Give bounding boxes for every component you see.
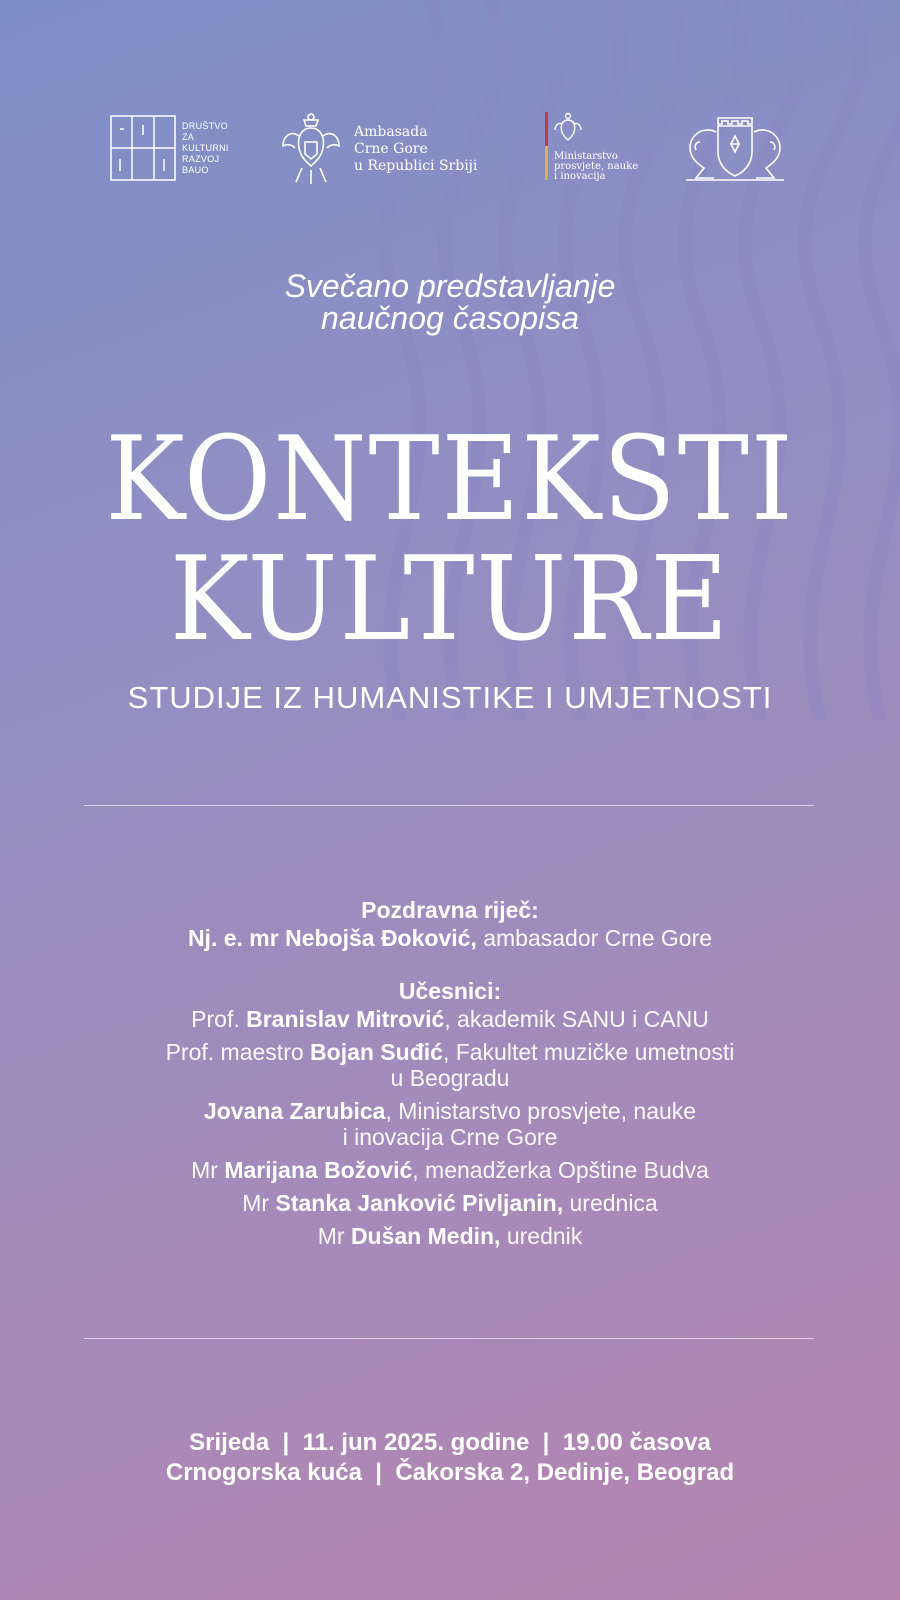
event-details bbox=[0, 1428, 900, 1488]
participant-name: Dušan Medin, bbox=[350, 1223, 501, 1249]
participant bbox=[0, 1157, 900, 1183]
bauo-line: BAUO bbox=[182, 164, 209, 175]
participant-name: Stanka Janković Pivljanin, bbox=[275, 1190, 564, 1216]
participant-name: Jovana Zarubica bbox=[203, 1098, 386, 1124]
participant-prefix: Mr bbox=[191, 1157, 225, 1183]
bauo-line: ZA bbox=[182, 131, 195, 142]
event-venue: Crnogorska kuća | Čakorska 2, Dedinje, Beograd bbox=[165, 1459, 735, 1486]
participant-prefix: Prof. bbox=[191, 1006, 247, 1032]
welcome-speaker bbox=[0, 925, 900, 951]
participant-affiliation: , Fakultet muzičke umetnosti bbox=[442, 1039, 735, 1065]
ministry-flag-stripe bbox=[545, 112, 548, 180]
ministry-line: prosvjete, nauke bbox=[554, 161, 639, 172]
montenegro-coat-of-arms-icon bbox=[280, 112, 342, 186]
participant-name: Bojan Suđić bbox=[310, 1039, 443, 1065]
journal-tagline: STUDIJE IZ HUMANISTIKE I UMJETNOSTI bbox=[127, 680, 773, 715]
event-intro-line: Svečano predstavljanje bbox=[284, 268, 616, 304]
participant bbox=[0, 1223, 900, 1249]
ministry-emblem-icon bbox=[554, 112, 582, 142]
welcome-speaker-role: ambasador Crne Gore bbox=[476, 925, 713, 951]
welcome-heading: Pozdravna riječ: bbox=[361, 897, 539, 923]
ministry-logo bbox=[545, 112, 638, 182]
participant bbox=[0, 1190, 900, 1216]
event-intro bbox=[0, 270, 900, 334]
participant bbox=[0, 1006, 900, 1032]
participants-heading: Učesnici: bbox=[398, 978, 502, 1004]
budva-coat-of-arms-icon bbox=[680, 112, 790, 184]
journal-title-line: KULTURE bbox=[169, 532, 731, 667]
participant-prefix: Mr bbox=[242, 1190, 276, 1216]
embassy-line: Crne Gore bbox=[354, 140, 428, 157]
participant-affiliation: urednica bbox=[563, 1190, 658, 1216]
budva-logo bbox=[680, 112, 790, 184]
participant-affiliation: urednik bbox=[500, 1223, 583, 1249]
bauo-line: DRUŠTVO bbox=[182, 120, 229, 131]
participant-affiliation-cont: i inovacija Crne Gore bbox=[342, 1124, 558, 1150]
logos-row bbox=[0, 110, 900, 190]
bauo-mark-icon bbox=[110, 115, 176, 181]
bauo-logo bbox=[110, 115, 229, 181]
journal-title-line: KONTEKSTI bbox=[105, 412, 795, 547]
participant-affiliation: , akademik SANU i CANU bbox=[444, 1006, 709, 1032]
participant-prefix: Mr bbox=[317, 1223, 351, 1249]
event-date-time: Srijeda | 11. jun 2025. godine | 19.00 časova bbox=[189, 1429, 711, 1456]
participant-affiliation: , menadžerka Opštine Budva bbox=[412, 1157, 709, 1183]
participant-prefix: Prof. maestro bbox=[165, 1039, 311, 1065]
journal-title bbox=[36, 412, 864, 667]
participant-name: Branislav Mitrović bbox=[246, 1006, 445, 1032]
bauo-line: KULTURNI bbox=[182, 142, 229, 153]
participant bbox=[0, 1039, 900, 1091]
welcome-speaker-name: Nj. e. mr Nebojša Đoković, bbox=[187, 925, 477, 951]
embassy-line: Ambasada bbox=[354, 123, 428, 140]
participant-name: Marijana Božović bbox=[224, 1157, 413, 1183]
divider-top bbox=[84, 805, 814, 806]
embassy-logo bbox=[280, 112, 478, 186]
participant-affiliation-cont: u Beogradu bbox=[390, 1065, 510, 1091]
event-intro-line: naučnog časopisa bbox=[321, 300, 579, 336]
participant-affiliation: , Ministarstvo prosvjete, nauke bbox=[385, 1098, 697, 1124]
ministry-line: Ministarstvo bbox=[554, 151, 618, 162]
divider-bottom bbox=[84, 1338, 814, 1339]
ministry-line: i inovacija bbox=[554, 171, 606, 182]
participant bbox=[0, 1098, 900, 1150]
bauo-line: RAZVOJ bbox=[182, 153, 220, 164]
embassy-line: u Republici Srbiji bbox=[354, 157, 478, 174]
program bbox=[0, 895, 900, 1256]
